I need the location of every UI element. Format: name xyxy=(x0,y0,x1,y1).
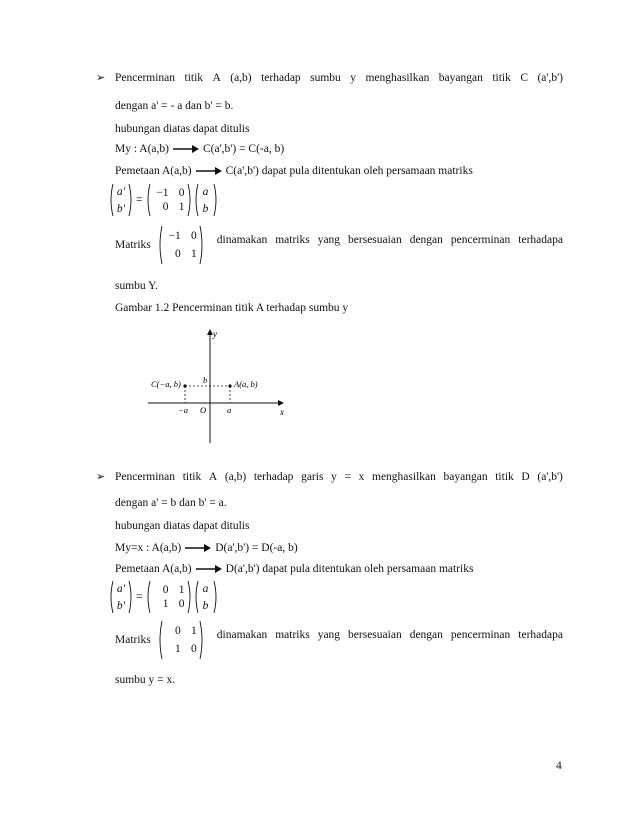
section1-mapping xyxy=(115,142,284,156)
section1-mapping-right: C(a',b') = C(-a, b) xyxy=(202,143,285,155)
figure-caption: Gambar 1.2 Pencerminan titik A terhadap sumbu y xyxy=(115,302,349,314)
reflection-figure xyxy=(148,325,288,445)
word: yang xyxy=(317,629,341,641)
word: y xyxy=(350,72,357,84)
section2-matriks-line xyxy=(115,620,563,660)
word: matriks xyxy=(275,234,310,246)
word: bayangan xyxy=(438,72,483,84)
reflection-matrix-standalone: 0 1 1 0 xyxy=(175,625,197,655)
section1-pemetaan-right: C(a',b') dapat pula ditentukan oleh persamaan matriks xyxy=(225,165,473,177)
page-number: 4 xyxy=(556,760,562,772)
section2-conclusion: sumbu y = x. xyxy=(115,674,176,686)
section2-matriks-text xyxy=(217,629,563,641)
word: titik xyxy=(492,72,511,84)
word: terhadap xyxy=(253,471,294,483)
word: titik xyxy=(184,72,204,84)
word: pencerminan xyxy=(450,234,511,246)
section2-mapping xyxy=(115,541,298,555)
word: dinamakan xyxy=(216,234,268,246)
word: pencerminan xyxy=(450,629,511,641)
word: titik xyxy=(182,471,202,483)
vector-rhs: a b xyxy=(202,185,209,215)
word: dinamakan xyxy=(216,629,268,641)
vector-lhs: a' b' xyxy=(116,582,126,612)
word: (a,b) xyxy=(230,72,252,84)
bullet-arrow-icon: ➢ xyxy=(96,72,106,84)
word: terhadapa xyxy=(518,629,563,641)
section1-pemetaan xyxy=(115,164,473,178)
word: = xyxy=(344,471,351,483)
right-arrow-icon xyxy=(173,144,199,154)
equals-sign: = xyxy=(136,194,143,206)
section1-mapping-left: My : A(a,b) xyxy=(115,143,169,155)
y-axis-label: y xyxy=(213,329,217,339)
origin-label: O xyxy=(200,405,207,415)
section1-matrix-equation xyxy=(108,183,219,217)
word: bersesuaian xyxy=(348,234,402,246)
section1-matriks-text xyxy=(217,234,563,246)
section2-matrix-equation xyxy=(108,580,219,614)
section1-condition: dengan a' = - a dan b' = b. xyxy=(115,100,234,112)
word: terhadap xyxy=(261,72,301,84)
word: C xyxy=(520,72,528,84)
word: Pencerminan xyxy=(115,72,176,84)
word: sumbu xyxy=(310,72,341,84)
section2-pemetaan-left: Pemetaan A(a,b) xyxy=(115,563,192,575)
word: (a',b') xyxy=(537,471,563,483)
word: dengan xyxy=(409,234,443,246)
matriks-label: Matriks xyxy=(115,634,151,646)
section2-intro-line xyxy=(115,470,563,484)
x-axis-label: x xyxy=(280,407,284,417)
point-a-label: A(a, b) xyxy=(234,379,258,389)
right-arrow-icon xyxy=(196,166,222,176)
word: titik xyxy=(495,471,514,483)
equals-sign: = xyxy=(136,591,143,603)
b-label: b xyxy=(203,375,208,385)
word: menghasilkan xyxy=(372,471,436,483)
word: yang xyxy=(317,234,341,246)
word: garis xyxy=(301,471,324,483)
section2-relation-intro: hubungan diatas dapat ditulis xyxy=(115,520,250,532)
section2-pemetaan xyxy=(115,562,473,576)
section1-relation-intro: hubungan diatas dapat ditulis xyxy=(115,123,250,135)
right-arrow-icon xyxy=(196,564,222,574)
word: A xyxy=(208,471,218,483)
a-label: a xyxy=(227,405,232,415)
word: x xyxy=(358,471,365,483)
word: dengan xyxy=(409,629,443,641)
word: (a,b) xyxy=(224,471,247,483)
word: D xyxy=(521,471,530,483)
right-arrow-icon xyxy=(185,543,211,553)
section1-matriks-line xyxy=(115,225,563,265)
section1-intro-line xyxy=(115,71,563,85)
bullet-arrow-icon: ➢ xyxy=(96,471,106,483)
section2-condition: dengan a' = b dan b' = a. xyxy=(115,497,227,509)
neg-a-label: −a xyxy=(178,405,188,415)
reflection-matrix: 0 1 1 0 xyxy=(162,584,185,610)
word: A xyxy=(212,72,221,84)
point-c-label: C(−a, b) xyxy=(151,379,181,389)
word: y xyxy=(331,471,337,483)
word: bersesuaian xyxy=(348,629,402,641)
word: menghasilkan xyxy=(365,72,430,84)
section2-pemetaan-right: D(a',b') dapat pula ditentukan oleh persamaan matriks xyxy=(225,563,474,575)
word: bayangan xyxy=(443,471,488,483)
vector-lhs: a' b' xyxy=(116,185,126,215)
section1-conclusion: sumbu Y. xyxy=(115,280,158,292)
word: (a',b') xyxy=(537,72,563,84)
vector-rhs: a b xyxy=(202,582,209,612)
word: Pencerminan xyxy=(115,471,176,483)
reflection-matrix-standalone: −1 0 0 1 xyxy=(168,230,197,260)
section1-pemetaan-left: Pemetaan A(a,b) xyxy=(115,165,192,177)
word: terhadapa xyxy=(518,234,563,246)
section2-mapping-right: D(a',b') = D(-a, b) xyxy=(215,542,298,554)
reflection-matrix: −1 0 0 1 xyxy=(156,187,185,213)
word: matriks xyxy=(275,629,310,641)
section2-mapping-left: My=x : A(a,b) xyxy=(115,542,182,554)
matriks-label: Matriks xyxy=(115,239,151,251)
